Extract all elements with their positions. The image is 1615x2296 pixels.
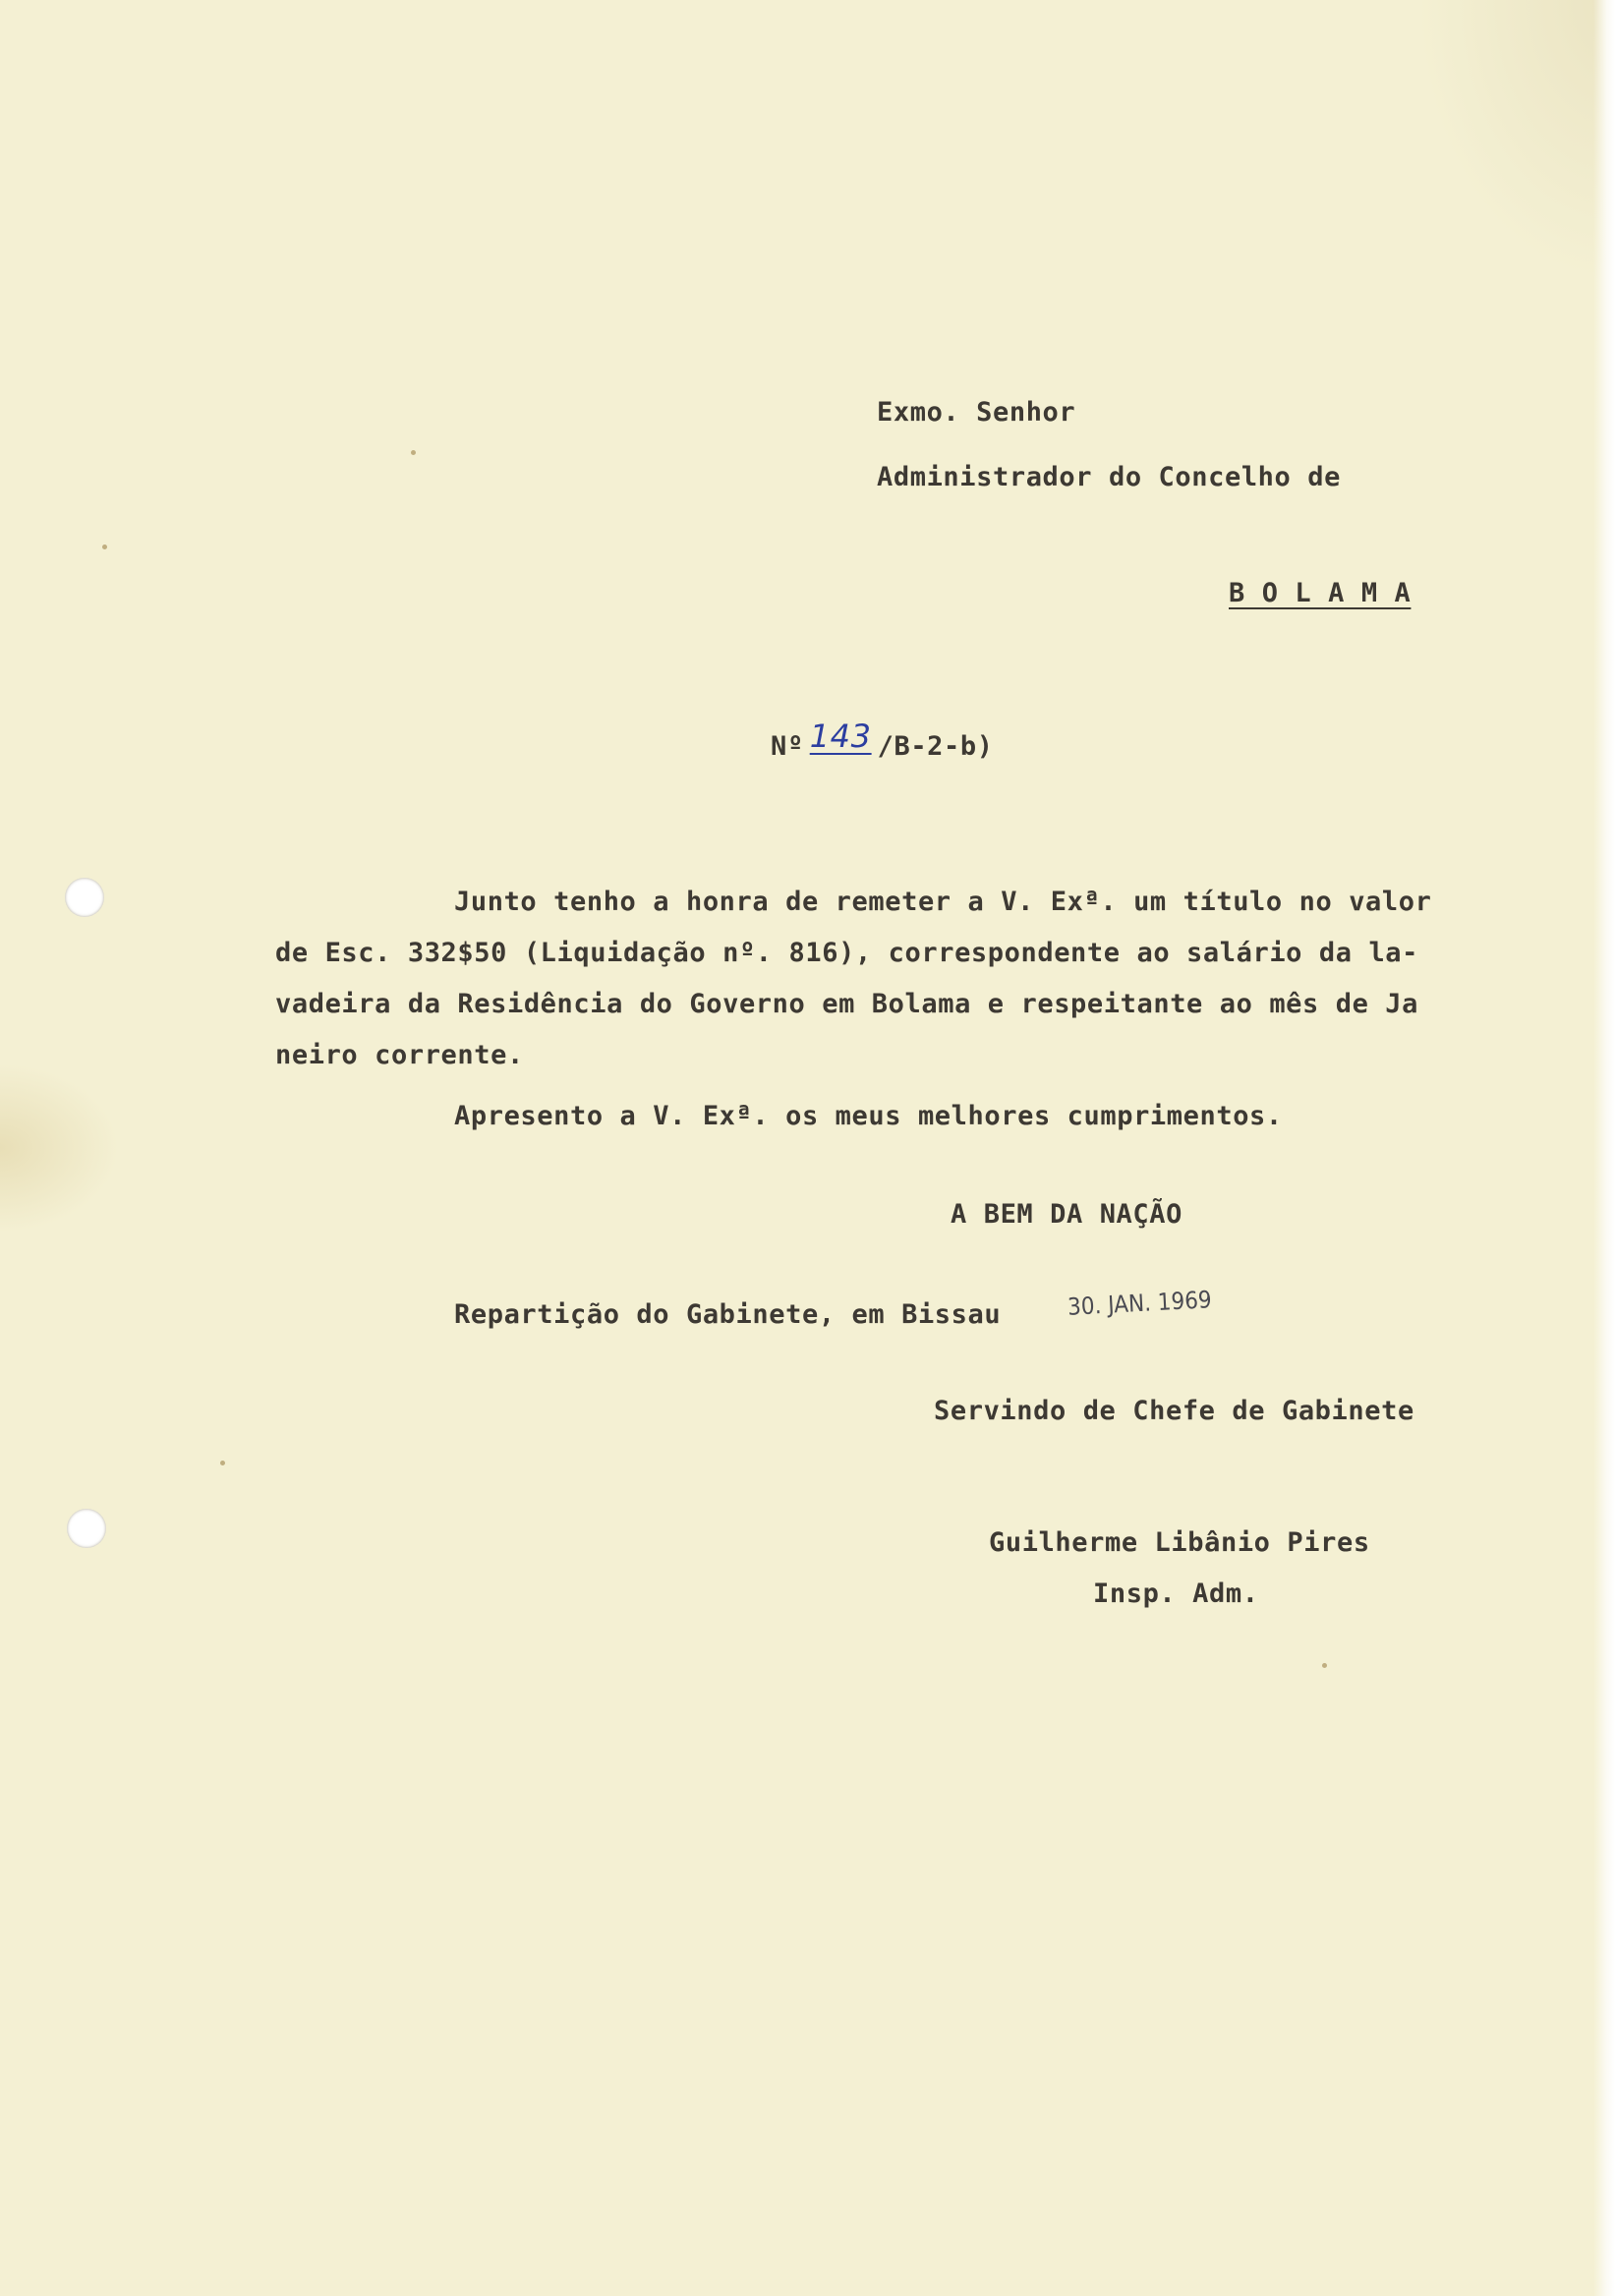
body-line-3: vadeira da Residência do Governo em Bolama e respeitante ao mês de Ja [275, 989, 1419, 1019]
body-line-4: neiro corrente. [275, 1040, 524, 1070]
paper-edge [1593, 0, 1615, 2296]
body-line-1: Junto tenho a honra de remeter a V. Exª. um título no valor [454, 887, 1432, 917]
body-line-2: de Esc. 332$50 (Liquidação nº. 816), correspondente ao salário da la- [275, 938, 1419, 968]
punch-hole-upper [65, 878, 104, 917]
place-line: Repartição do Gabinete, em Bissau [454, 1299, 1002, 1330]
date-stamp: 30. JAN. 1969 [1067, 1286, 1213, 1321]
punch-hole-lower [67, 1509, 106, 1548]
motto: A BEM DA NAÇÃO [951, 1199, 1182, 1230]
paper-speck [102, 545, 107, 549]
paper-speck [220, 1461, 225, 1465]
reference-prefix: Nº [771, 731, 804, 762]
paper-speck [1322, 1663, 1327, 1668]
reference-number [771, 718, 994, 763]
closing-line: Apresento a V. Exª. os meus melhores cumprimentos. [454, 1101, 1283, 1131]
handwritten-number: 143 [809, 718, 872, 755]
signatory-name: Guilherme Libânio Pires [989, 1527, 1370, 1558]
reference-suffix: /B-2-b) [877, 731, 994, 762]
signatory-position: Insp. Adm. [1093, 1578, 1259, 1609]
salutation: Exmo. Senhor [877, 397, 1076, 428]
addressee-title: Administrador do Concelho de [877, 462, 1341, 492]
signatory-role: Servindo de Chefe de Gabinete [934, 1396, 1414, 1426]
paper-speck [411, 450, 416, 455]
addressee-place: B O L A M A [1229, 578, 1412, 608]
